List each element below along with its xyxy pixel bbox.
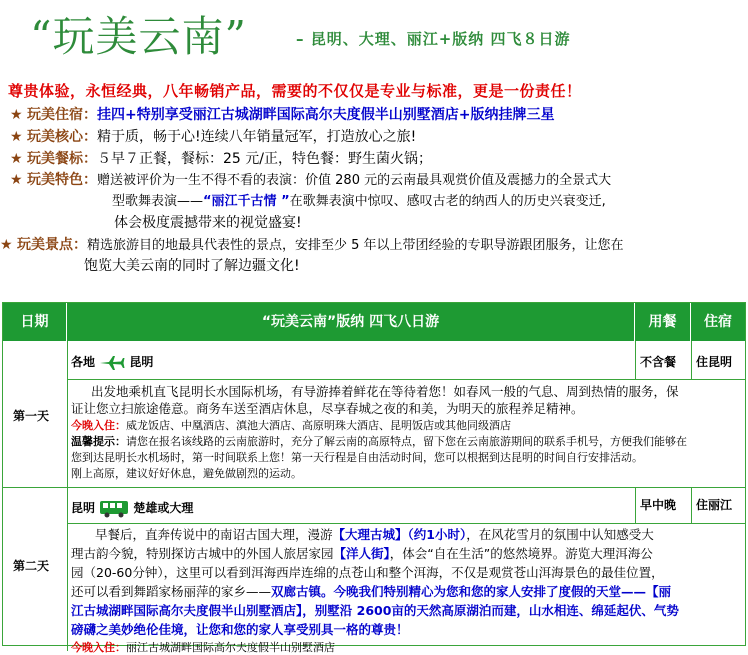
feature-special-line3: 体会极度震撼带来的视觉盛宴! — [114, 215, 302, 231]
scenic-highlight: 【洋人街】 — [333, 546, 390, 561]
day2-line3: 园（20-60分钟），这里可以看到洱海西岸连绵的点苍山和整个洱海，不仅是观赏苍山洱海景色的最佳位置， — [71, 565, 664, 580]
feature-special-line2 — [112, 190, 606, 209]
slogan: 尊贵体验，永恒经典，八年畅销产品，需要的不仅仅是专业与标准，更是一份责任！ — [8, 82, 582, 100]
header-meal: 用餐 — [635, 303, 691, 341]
scenic-highlight: 双廊古镇。今晚我们特别精心为您和您的家人安排了度假的天堂——【丽 — [271, 584, 672, 599]
feature-core — [10, 126, 416, 146]
feature-text: 精选旅游目的地最具代表性的景点，安排至少 5 年以上带团经验的专职导游跟团服务，让您在 — [87, 238, 624, 253]
feature-text: 在歌舞表演中惊叹、感叹古老的纳西人的历史兴衰变迁, — [289, 194, 606, 209]
day1-meal: 不含餐 — [640, 355, 677, 369]
day1-desc-line1: 出发地乘机直飞昆明长水国际机场，有导游捧着鲜花在等待着您！如春风一般的气息、周到热情的服务，保 — [91, 384, 679, 399]
page-subtitle: – 昆明、大理、丽江+版纳 四飞８日游 — [296, 30, 571, 48]
day2-label: 第二天 — [13, 559, 50, 573]
tip-label: 温馨提示： — [71, 435, 126, 448]
show-name: “丽江千古情 ” — [203, 194, 290, 209]
divider — [67, 379, 745, 380]
feature-text: 精于质，畅于心!连续八年销量冠军，打造放心之旅! — [97, 129, 417, 145]
day2-stay: 住丽江 — [696, 498, 733, 512]
route-to: 楚雄或大理 — [133, 501, 194, 515]
divider — [691, 341, 692, 379]
feature-label: 玩美餐标： — [27, 151, 98, 167]
route-to: 昆明 — [129, 355, 154, 369]
header-date: 日期 — [3, 303, 67, 341]
tip-text: 请您在报名该线路的云南旅游时，充分了解云南的高原特点，留下您在云南旅游期间的联系手机号，方便我们能够在 — [126, 435, 687, 448]
feature-text: 型歌舞表演—— — [112, 194, 204, 209]
day1-tip-line1 — [71, 433, 687, 449]
desc-text: 理古韵今貌，特别探访古城中的外国人旅居家园 — [71, 546, 334, 561]
day2-line4 — [71, 582, 671, 600]
day1-tip-line2: 您到达昆明长水机场时，第一时间联系上您！第一天行程是自由活动时间，您可以根据到达昆明的时间自行安排活动。 — [71, 451, 643, 464]
day1-route — [71, 353, 153, 371]
divider — [635, 341, 636, 379]
feature-scenic — [0, 234, 624, 254]
feature-label: 玩美住宿： — [27, 107, 98, 123]
feature-text: ５早７正餐，餐标：25 元/正，特色餐：野生菌火锅； — [97, 151, 432, 167]
hotel-text: 丽江古城湖畔国际高尔夫度假半山别墅酒店 — [126, 641, 335, 654]
day2-meal: 早中晚 — [640, 498, 677, 512]
day2-route — [71, 499, 193, 518]
feature-hotel — [10, 104, 554, 124]
hotel-label: 今晚入住： — [71, 641, 126, 654]
page-title: “玩美云南” — [30, 12, 247, 61]
star-bullet-icon: ★ — [10, 172, 23, 188]
day2-line1 — [71, 525, 654, 543]
divider — [67, 341, 68, 651]
feature-label: 玩美核心： — [27, 129, 98, 145]
feature-text: 挂四+特别享受丽江古城湖畔国际高尔夫度假半山别墅酒店+版纳挂牌三星 — [97, 107, 555, 123]
bus-icon — [99, 500, 129, 518]
feature-special — [10, 169, 611, 189]
hotel-label: 今晚入住： — [71, 419, 126, 432]
day2-line5 — [71, 601, 679, 619]
table-header — [3, 303, 745, 341]
desc-text: 早餐后，直奔传说中的南诏古国大理，漫游 — [95, 527, 333, 542]
route-from: 各地 — [71, 355, 96, 369]
feature-meal — [10, 148, 432, 168]
day1-label: 第一天 — [13, 409, 50, 423]
day1-desc-line2: 证让您立扫旅途倦意。商务车送至酒店休息，尽享春城之夜的和美，为明天的旅程养足精神。 — [71, 401, 584, 416]
day1-tip-line3: 刚上高原，建议好好休息，避免做剧烈的运动。 — [71, 467, 302, 480]
scenic-highlight: 磅礴之美妙绝伦佳境，让您和您的家人享受别具一格的尊贵！ — [71, 622, 409, 637]
scenic-highlight: 江古城湖畔国际高尔夫度假半山别墅酒店】 — [71, 603, 303, 618]
scenic-highlight: ，别墅沿 2600亩的天然高原湖泊而建，山水相连、绵延起伏、气势 — [302, 603, 679, 618]
feature-scenic-line2: 饱览大美云南的同时了解边疆文化! — [84, 258, 300, 274]
itinerary-table — [2, 302, 746, 654]
day2-line6 — [71, 620, 409, 638]
desc-text: ，在风花雪月的氛围中认知感受大 — [466, 527, 654, 542]
day2-line2 — [71, 544, 653, 562]
divider — [3, 487, 745, 488]
airplane-icon — [99, 355, 125, 371]
divider — [691, 487, 692, 523]
scenic-highlight: 【大理古城】（约1小时） — [332, 527, 467, 542]
day1-stay: 住昆明 — [696, 355, 733, 369]
hotel-text: 威龙饭店、中凰酒店、滇池大酒店、高原明珠大酒店、昆明饭店或其他同级酒店 — [126, 419, 511, 432]
day1-hotel — [71, 417, 511, 433]
desc-text: 还可以看到舞蹈家杨丽萍的家乡—— — [71, 584, 272, 599]
star-bullet-icon: ★ — [0, 237, 13, 253]
star-bullet-icon: ★ — [10, 129, 23, 145]
desc-text: ，体会“自在生活”的悠然境界。游览大理洱海公 — [389, 546, 653, 561]
feature-label: 玩美景点： — [17, 237, 88, 253]
star-bullet-icon: ★ — [10, 107, 23, 123]
header-stay: 住宿 — [704, 314, 732, 330]
route-from: 昆明 — [71, 501, 96, 515]
divider — [67, 523, 745, 524]
divider — [635, 487, 636, 523]
star-bullet-icon: ★ — [10, 151, 23, 167]
header-itinerary: “玩美云南”版纳 四飞八日游 — [67, 303, 635, 341]
day2-hotel — [71, 639, 335, 655]
feature-text: 赠送被评价为一生不得不看的表演：价值 280 元的云南最具观赏价值及震撼力的全景式大 — [97, 173, 612, 188]
feature-label: 玩美特色： — [27, 172, 98, 188]
